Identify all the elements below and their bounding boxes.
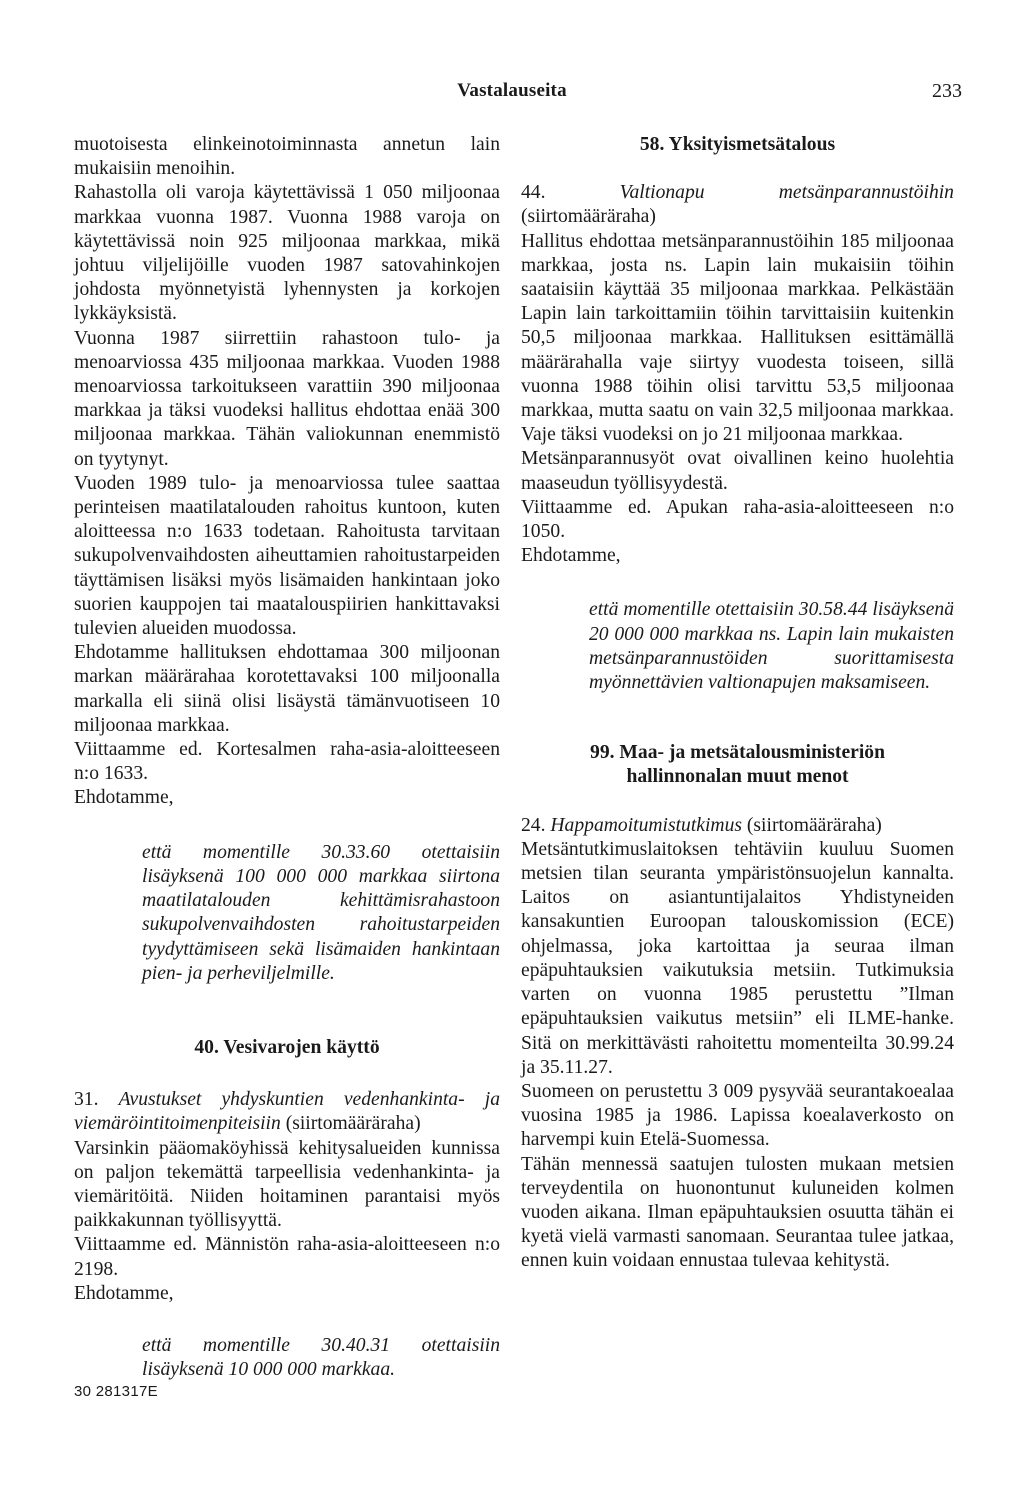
spacer — [74, 1060, 500, 1088]
page-number: 233 — [932, 80, 962, 102]
section-heading: 99. Maa- ja metsätalousministeriön — [590, 742, 885, 764]
paragraph: Metsäntutkimuslaitoksen tehtäviin kuuluu Suomen metsien tilan seuranta ympäristönsuojelun kannalta. Laitos on asiantuntijalaitos Yhdistyneiden kansakuntien Euroopan talouskomission (ECE) ohjelmassa, joka kartoittaa ja seuraa ilman epäpuhtauksien vaikutuksia metsiin. Tutkimuksia varten on vuonna 1985 perustettu ”Ilman epäpuhtauksien vaikutus metsiin” eli ILME-hanke. Sitä on merkittävästi rahoitettu momenteilta 30.99.24 ja 35.11.27. — [521, 838, 954, 1078]
running-header-title: Vastalauseita — [457, 80, 567, 101]
item-title — [521, 181, 954, 229]
item-title — [521, 814, 954, 838]
proposal-text: että momentille otettaisiin 30.58.44 lisäyksenä 20 000 000 markkaa ns. Lapin lain mukaisten metsänparannustöiden suorittamisesta myönnettävien valtionapujen maksamiseen. — [589, 599, 954, 694]
item-name: Valtionapu metsänparannustöihin — [619, 182, 954, 204]
paragraph: Viittaamme ed. Apukan raha-asia-aloitteeseen n:o 1050. — [521, 496, 954, 543]
item-type: (siirtomääräraha) — [285, 1113, 421, 1135]
item-number: 24. — [521, 814, 546, 836]
print-code: 30 281317E — [74, 1383, 158, 1400]
paragraph: Ehdotamme, — [521, 545, 621, 567]
proposal-text: että momentille 30.33.60 otettaisiin lisäyksenä 100 000 000 markkaa siirtona maatilatalouden kehittämisrahastoon sukupolvenvaihdosten rahoitustarpeiden tyydyttämiseen sekä lisämaiden hankintaan pien- ja perheviljelmille. — [142, 841, 500, 984]
item-number: 31. — [74, 1089, 99, 1111]
paragraph: Varsinkin pääomaköyhissä kehitysalueiden kunnissa on paljon tekemättä tarpeellisia vedenhankinta- ja viemäritöitä. Niiden hoitaminen parantaisi myös paikkakunnan työllisyyttä. — [74, 1137, 500, 1232]
item-name: Avustukset yhdyskuntien vedenhankinta- ja viemäröintitoimenpiteisiin — [74, 1089, 500, 1135]
item-type: (siirtomääräraha) — [521, 206, 656, 228]
item-title — [74, 1088, 500, 1136]
paragraph: Suomeen on perustettu 3 009 pysyvää seurantakoealaa vuosina 1985 ja 1986. Lapissa koealaverkosto on harvempi kuin Etelä-Suomessa. — [521, 1080, 954, 1151]
paragraph: Tähän mennessä saatujen tulosten mukaan metsien terveydentila on huonontunut kuluneiden kolmen vuoden aikana. Ilman epäpuhtauksien osuutta tähän ei kyetä vielä varmasti sanomaan. Seurantaa tulee jatkaa, ennen kuin voidaan ennustaa tulevaa kehitystä. — [521, 1153, 954, 1272]
proposal-text: että momentille 30.40.31 otettaisiin lisäyksenä 10 000 000 markkaa. — [142, 1334, 500, 1381]
spacer — [74, 1306, 500, 1334]
spacer — [74, 811, 500, 841]
paragraph: Rahastolla oli varoja käytettävissä 1 050 miljoonaa markkaa vuonna 1987. Vuonna 1988 varoja on käytettävissä noin 925 miljoonaa markkaa, mikä johtuu viljelijöille vuoden 1987 satovahinkojen johdosta myönnetyistä lyhennysten ja korkojen lykkäyksistä. — [74, 182, 500, 325]
item-type: (siirtomääräraha) — [746, 814, 882, 836]
section-heading: 40. Vesivarojen käyttö — [194, 1036, 380, 1058]
section-heading: hallinnonalan muut menot — [626, 766, 849, 788]
right-column — [521, 133, 954, 1274]
paragraph: Vuonna 1987 siirrettiin rahastoon tulo- ja menoarviossa 435 miljoonaa markkaa. Vuoden 1988 menoarviossa tarkoitukseen varattiin 390 miljoonaa markkaa ja täksi vuodeksi hallitus ehdottaa enää 300 miljoonaa markkaa. Tähän valiokunnan enemmistö on tyytynyt. — [74, 327, 500, 470]
spacer — [521, 568, 954, 598]
spacer — [521, 790, 954, 814]
paragraph: Ehdotamme hallituksen ehdottamaa 300 miljoonan markan määrärahaa korotettavaksi 100 miljoonalla markalla eli siinä olisi lisäystä tämänvuotiseen 10 miljoonaa markkaa. — [74, 642, 500, 736]
item-name: Happamoitumistutkimus — [550, 814, 742, 836]
spacer — [521, 157, 954, 181]
paragraph: Ehdotamme, — [74, 1282, 174, 1304]
spacer — [74, 986, 500, 1036]
paragraph: Viittaamme ed. Kortesalmen raha-asia-aloitteeseen n:o 1633. — [74, 739, 500, 785]
paragraph: muotoisesta elinkeinotoiminnasta annetun lain mukaisiin menoihin. — [74, 134, 500, 180]
spacer — [521, 695, 954, 741]
section-heading: 58. Yksityismetsätalous — [639, 134, 836, 155]
paragraph: Hallitus ehdottaa metsänparannustöihin 185 miljoonaa markkaa, josta ns. Lapin lain mukaisiin töihin saataisiin käyttää 35 miljoonaa markkaa. Pelkästään Lapin lain tarkoittamiin töihin tarvittaisiin kuitenkin 50,5 miljoonaa markkaa. Hallituksen esittämällä määrärahalla vaje siirtyy vuodesta toiseen, sillä vuonna 1988 töihin olisi tarvittu 53,5 miljoonaa markkaa, mutta saatu on vain 32,5 miljoonaa markkaa. Vaje täksi vuodeksi on jo 21 miljoonaa markkaa. — [521, 230, 954, 446]
paragraph: Vuoden 1989 tulo- ja menoarviossa tulee saattaa perinteisen maatilatalouden rahoitus kuntoon, kuten aloitteessa n:o 1633 todetaan. Rahoitusta tarvitaan sukupolvenvaihdosten aiheuttamien rahoitustarpeiden täyttämisen lisäksi myös lisämaiden hankintaan joko suorien kauppojen tai maatalouspiirien hankittavaksi tulevien alueiden muodossa. — [74, 472, 500, 640]
paragraph: Viittaamme ed. Männistön raha-asia-aloitteeseen n:o 2198. — [74, 1234, 500, 1280]
left-column — [74, 133, 500, 1382]
paragraph: Ehdotamme, — [74, 787, 174, 809]
paragraph: Metsänparannusyöt ovat oivallinen keino huolehtia maaseudun työllisyydestä. — [521, 448, 954, 494]
item-number: 44. — [521, 182, 546, 204]
